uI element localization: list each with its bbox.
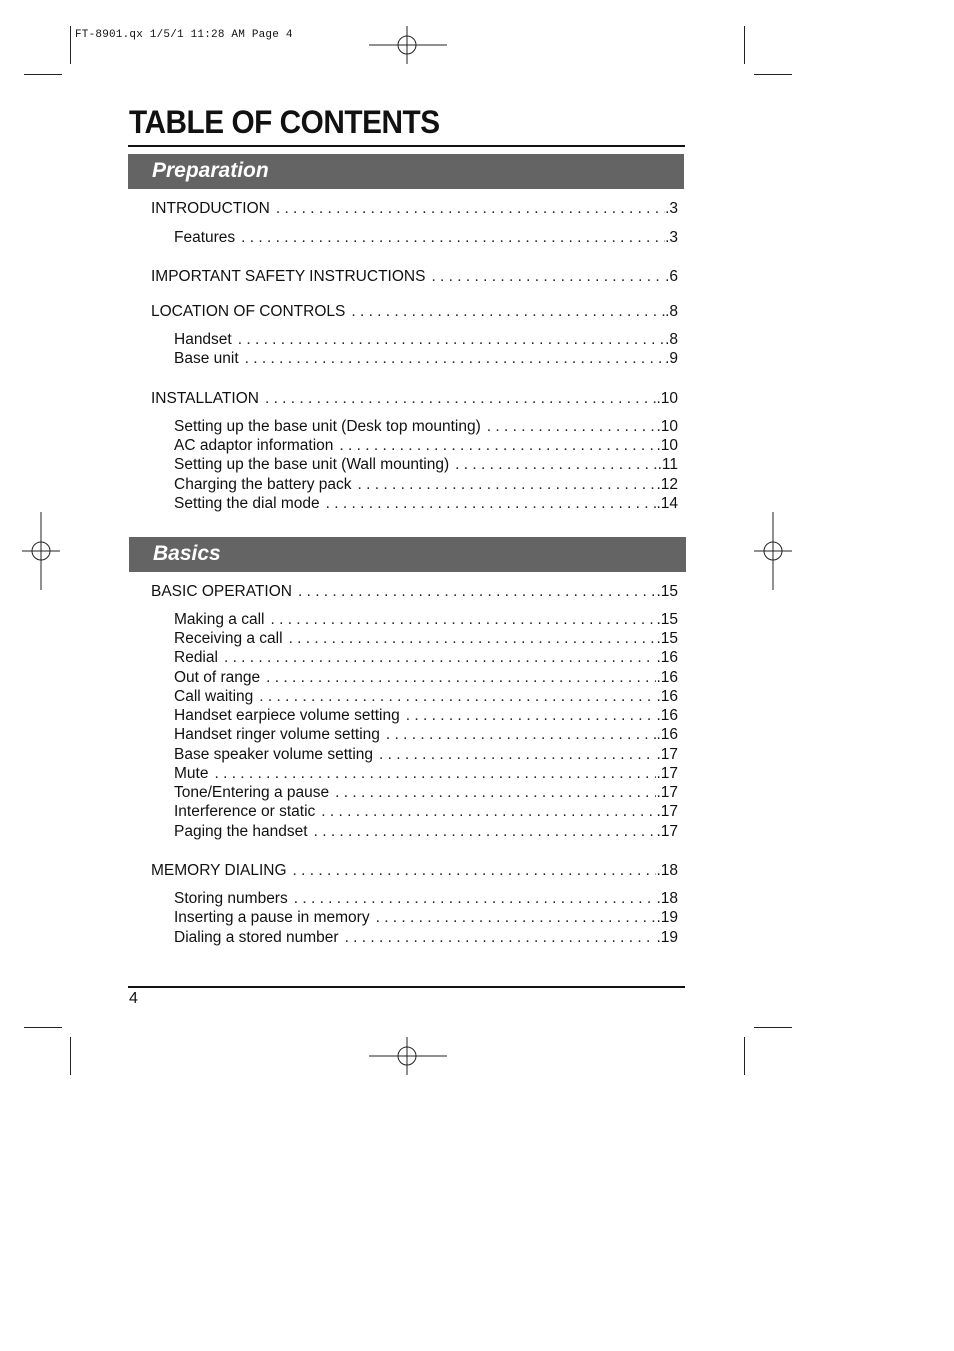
toc-entry-page: .16 bbox=[656, 688, 678, 705]
toc-entry-label: BASIC OPERATION bbox=[151, 583, 292, 600]
crop-mark bbox=[70, 1037, 71, 1075]
leader-dots bbox=[335, 783, 656, 802]
toc-entry-page: .17 bbox=[656, 823, 678, 840]
toc-entry[interactable] bbox=[174, 349, 678, 368]
toc-entry-label: MEMORY DIALING bbox=[151, 862, 287, 879]
crop-mark bbox=[744, 1037, 745, 1075]
toc-entry-label: Redial bbox=[174, 649, 218, 666]
leader-dots bbox=[326, 494, 657, 513]
toc-entry[interactable] bbox=[174, 228, 678, 247]
toc-entry-label: Receiving a call bbox=[174, 630, 283, 647]
registration-mark-icon bbox=[369, 26, 447, 64]
toc-entry-page: .6 bbox=[665, 268, 678, 285]
leader-dots bbox=[224, 648, 656, 667]
leader-dots bbox=[376, 908, 657, 927]
section-heading-label: Preparation bbox=[152, 159, 269, 182]
toc-entry-page: .16 bbox=[656, 707, 678, 724]
toc-entry-page: .15 bbox=[656, 611, 678, 628]
toc-entry-label: Charging the battery pack bbox=[174, 476, 352, 493]
toc-entry-page: .11 bbox=[657, 456, 678, 473]
toc-entry-page: .17 bbox=[656, 803, 678, 820]
leader-dots bbox=[276, 199, 665, 218]
toc-entry[interactable] bbox=[174, 494, 678, 513]
toc-entry[interactable] bbox=[174, 745, 678, 764]
toc-entry-page: .9 bbox=[665, 350, 678, 367]
leader-dots bbox=[266, 668, 656, 687]
crop-mark bbox=[24, 74, 62, 75]
toc-entry-label: Mute bbox=[174, 765, 209, 782]
toc-entry-label: Interference or static bbox=[174, 803, 316, 820]
crop-mark bbox=[70, 26, 71, 64]
toc-entry-page: .15 bbox=[656, 630, 678, 647]
toc-entry-label: Features bbox=[174, 229, 236, 246]
registration-mark-icon bbox=[754, 512, 792, 590]
toc-entry-page: .17 bbox=[656, 784, 678, 801]
leader-dots bbox=[386, 725, 657, 744]
toc-entry[interactable] bbox=[174, 889, 678, 908]
leader-dots bbox=[298, 582, 656, 601]
toc-entry[interactable] bbox=[174, 764, 678, 783]
toc-entry-page: .12 bbox=[656, 476, 678, 493]
crop-mark bbox=[754, 74, 792, 75]
toc-entry-label: Paging the handset bbox=[174, 823, 308, 840]
leader-dots bbox=[265, 389, 656, 408]
toc-entry-label: Dialing a stored number bbox=[174, 929, 339, 946]
toc-entry[interactable] bbox=[151, 861, 678, 880]
registration-mark-icon bbox=[369, 1037, 447, 1075]
crop-mark bbox=[744, 26, 745, 64]
toc-entry-label: Base unit bbox=[174, 350, 239, 367]
toc-entry[interactable] bbox=[174, 610, 678, 629]
toc-entry-label: Storing numbers bbox=[174, 890, 288, 907]
section-heading-preparation bbox=[128, 154, 684, 189]
toc-entry[interactable] bbox=[174, 436, 678, 455]
leader-dots bbox=[259, 687, 656, 706]
toc-entry-page: .15 bbox=[656, 583, 678, 600]
section-heading-basics bbox=[129, 537, 686, 572]
page-title: TABLE OF CONTENTS bbox=[129, 104, 440, 140]
toc-entry-page: .10 bbox=[656, 437, 678, 454]
footer-rule bbox=[128, 986, 685, 988]
leader-dots bbox=[294, 889, 657, 908]
toc-entry-page: .8 bbox=[665, 303, 678, 320]
toc-entry-page: .8 bbox=[665, 331, 678, 348]
toc-entry-page: .10 bbox=[656, 418, 678, 435]
toc-entry-label: Setting up the base unit (Wall mounting) bbox=[174, 456, 450, 473]
toc-entry-page: .3 bbox=[665, 229, 678, 246]
toc-entry[interactable] bbox=[174, 475, 678, 494]
title-rule bbox=[128, 145, 685, 147]
toc-entry-page: .17 bbox=[656, 746, 678, 763]
toc-entry-label: INTRODUCTION bbox=[151, 200, 270, 217]
toc-entry[interactable] bbox=[174, 455, 678, 474]
leader-dots bbox=[431, 267, 665, 286]
toc-entry-label: Handset ringer volume setting bbox=[174, 726, 380, 743]
toc-entry[interactable] bbox=[174, 725, 678, 744]
toc-entry-label: Base speaker volume setting bbox=[174, 746, 374, 763]
toc-entry-page: .19 bbox=[656, 929, 678, 946]
toc-entry-label: Setting the dial mode bbox=[174, 495, 320, 512]
toc-entry[interactable] bbox=[151, 389, 678, 408]
leader-dots bbox=[293, 861, 657, 880]
toc-entry[interactable] bbox=[174, 822, 678, 841]
toc-entry[interactable] bbox=[174, 908, 678, 927]
leader-dots bbox=[345, 928, 657, 947]
toc-entry[interactable] bbox=[174, 330, 678, 349]
toc-entry-page: .3 bbox=[665, 200, 678, 217]
toc-entry-page: .10 bbox=[656, 390, 678, 407]
toc-entry[interactable] bbox=[174, 417, 678, 436]
crop-mark bbox=[754, 1027, 792, 1028]
toc-entry-label: Making a call bbox=[174, 611, 265, 628]
toc-entry-page: .16 bbox=[656, 669, 678, 686]
leader-dots bbox=[214, 764, 656, 783]
print-slug: FT-8901.qx 1/5/1 11:28 AM Page 4 bbox=[75, 29, 293, 41]
leader-dots bbox=[339, 436, 656, 455]
toc-entry-label: Out of range bbox=[174, 669, 261, 686]
toc-entry[interactable] bbox=[174, 648, 678, 667]
leader-dots bbox=[314, 822, 657, 841]
leader-dots bbox=[270, 610, 656, 629]
toc-entry[interactable] bbox=[151, 267, 678, 286]
crop-mark bbox=[24, 1027, 62, 1028]
toc-entry-label: AC adaptor information bbox=[174, 437, 334, 454]
toc-entry-page: .18 bbox=[656, 890, 678, 907]
toc-entry-page: .14 bbox=[656, 495, 678, 512]
leader-dots bbox=[406, 706, 657, 725]
toc-entry-page: .16 bbox=[656, 649, 678, 666]
leader-dots bbox=[487, 417, 657, 436]
toc-entry[interactable] bbox=[174, 668, 678, 687]
leader-dots bbox=[238, 330, 665, 349]
toc-entry[interactable] bbox=[151, 582, 678, 601]
toc-entry[interactable] bbox=[151, 199, 678, 218]
toc-entry[interactable] bbox=[174, 928, 678, 947]
toc-entry-label: Tone/Entering a pause bbox=[174, 784, 330, 801]
toc-entry-label: INSTALLATION bbox=[151, 390, 259, 407]
toc-entry-label: Handset earpiece volume setting bbox=[174, 707, 400, 724]
section-heading-label: Basics bbox=[153, 542, 221, 565]
toc-entry-page: .19 bbox=[656, 909, 678, 926]
registration-mark-icon bbox=[22, 512, 60, 590]
toc-entry[interactable] bbox=[174, 629, 678, 648]
toc-entry-page: .17 bbox=[656, 765, 678, 782]
toc-entry-page: .16 bbox=[656, 726, 678, 743]
toc-entry-label: Setting up the base unit (Desk top mounting) bbox=[174, 418, 481, 435]
leader-dots bbox=[358, 475, 657, 494]
leader-dots bbox=[241, 228, 665, 247]
toc-entry[interactable] bbox=[174, 783, 678, 802]
leader-dots bbox=[379, 745, 656, 764]
toc-entry-label: IMPORTANT SAFETY INSTRUCTIONS bbox=[151, 268, 426, 285]
toc-entry[interactable] bbox=[174, 802, 678, 821]
leader-dots bbox=[351, 302, 665, 321]
page-number: 4 bbox=[129, 990, 138, 1007]
toc-entry-label: LOCATION OF CONTROLS bbox=[151, 303, 346, 320]
toc-entry-page: .18 bbox=[656, 862, 678, 879]
toc-entry-label: Call waiting bbox=[174, 688, 254, 705]
toc-entry[interactable] bbox=[174, 706, 678, 725]
leader-dots bbox=[245, 349, 665, 368]
toc-entry[interactable] bbox=[174, 687, 678, 706]
leader-dots bbox=[289, 629, 657, 648]
toc-entry[interactable] bbox=[151, 302, 678, 321]
leader-dots bbox=[321, 802, 656, 821]
toc-entry-label: Inserting a pause in memory bbox=[174, 909, 370, 926]
toc-entry-label: Handset bbox=[174, 331, 232, 348]
leader-dots bbox=[455, 455, 657, 474]
